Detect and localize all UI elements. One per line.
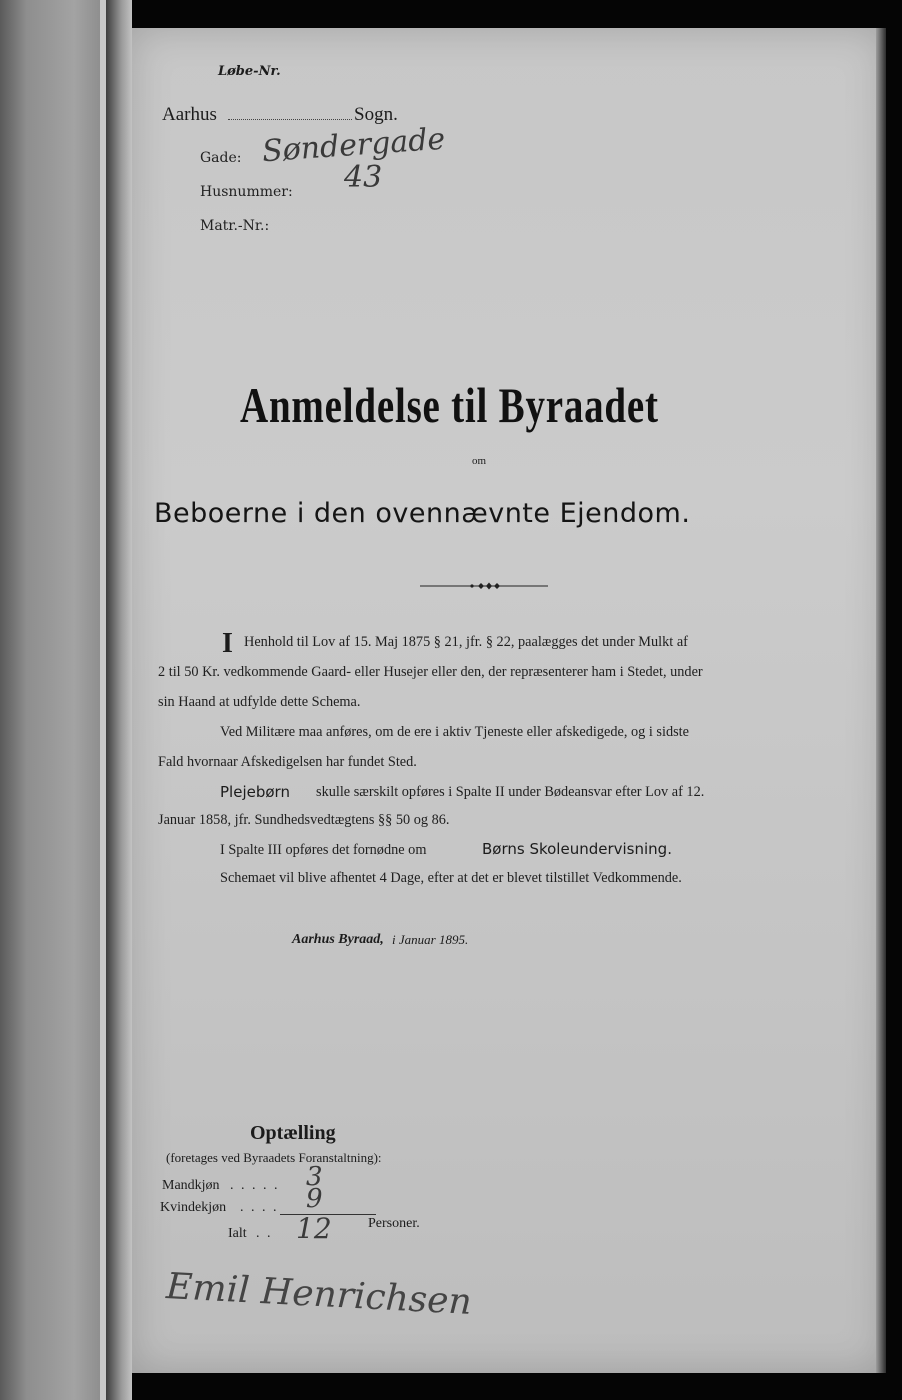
husnummer-label: Husnummer: (200, 184, 293, 200)
title-om: om (472, 455, 487, 467)
sogn-label: Sogn. (354, 104, 398, 125)
paragraph-3-line-2: Januar 1858, jfr. Sundhedsvedtægtens §§ 50 og 86. (158, 812, 450, 828)
husnummer-handwritten-value: 43 (344, 160, 383, 195)
paragraph-2-line-1: Ved Militære maa anføres, om de ere i aktiv Tjeneste eller afskedigede, og i sidste (220, 724, 689, 740)
personer-label: Personer. (368, 1216, 420, 1231)
ialt-label: Ialt (228, 1226, 247, 1241)
mandkjon-dots: . . . . . (230, 1178, 280, 1193)
paragraph-5-line-1: Schemaet vil blive afhentet 4 Dage, efter at det er blevet tilstillet Vedkommende. (220, 870, 682, 886)
left-facing-page (0, 0, 106, 1400)
signoff-authority: Aarhus Byraad, (292, 932, 384, 947)
sogn-dotted-line (228, 119, 352, 120)
matr-nr-label: Matr.-Nr.: (200, 218, 270, 234)
paragraph-4-text: I Spalte III opføres det fornødne om (220, 842, 427, 858)
kvindekjon-value: 9 (306, 1184, 323, 1214)
mandkjon-value: 3 (306, 1162, 323, 1192)
ornamental-divider (420, 576, 548, 586)
owner-signature: Emil Henrichsen (165, 1266, 473, 1323)
paragraph-initial: I (222, 628, 233, 659)
lobe-nr-label: Løbe-Nr. (218, 64, 281, 79)
kvindekjon-label: Kvindekjøn (160, 1200, 227, 1215)
paragraph-2-line-2: Fald hvornaar Afskedigelsen har fundet Sted. (158, 754, 417, 770)
signoff-date: i Januar 1895. (392, 932, 469, 947)
count-note: (foretages ved Byraadets Foranstaltning): (166, 1150, 382, 1165)
skoleundervisning-emphasis: Børns Skoleundervisning. (482, 840, 672, 858)
paragraph-1-line-1: Henhold til Lov af 15. Maj 1875 § 21, jfr. § 22, paalægges det under Mulkt af (244, 634, 688, 650)
ialt-dots: . . (256, 1226, 273, 1241)
city-label: Aarhus (162, 104, 217, 125)
kvindekjon-dots: . . . . (240, 1200, 279, 1215)
ialt-value: 12 (296, 1212, 332, 1245)
page-right-edge (876, 28, 886, 1373)
plejeborn-emphasis: Plejebørn (220, 783, 290, 801)
gade-handwritten-value: Søndergade (261, 121, 447, 170)
paragraph-1-line-3: sin Haand at udfylde dette Schema. (158, 694, 361, 710)
document-subtitle: Beboerne i den ovennævnte Ejendom. (154, 498, 691, 529)
paragraph-1-line-2: 2 til 50 Kr. vedkommende Gaard- eller Husejer eller den, der repræsenterer ham i Stedet, under (158, 664, 703, 680)
mandkjon-label: Mandkjøn (162, 1178, 220, 1193)
gade-label: Gade: (200, 150, 242, 166)
count-heading: Optælling (250, 1122, 336, 1144)
book-gutter (106, 0, 132, 1400)
document-title: Anmeldelse til Byraadet (240, 377, 659, 433)
paragraph-3-line-1: skulle særskilt opføres i Spalte II under Bødeansvar efter Lov af 12. (316, 784, 705, 800)
